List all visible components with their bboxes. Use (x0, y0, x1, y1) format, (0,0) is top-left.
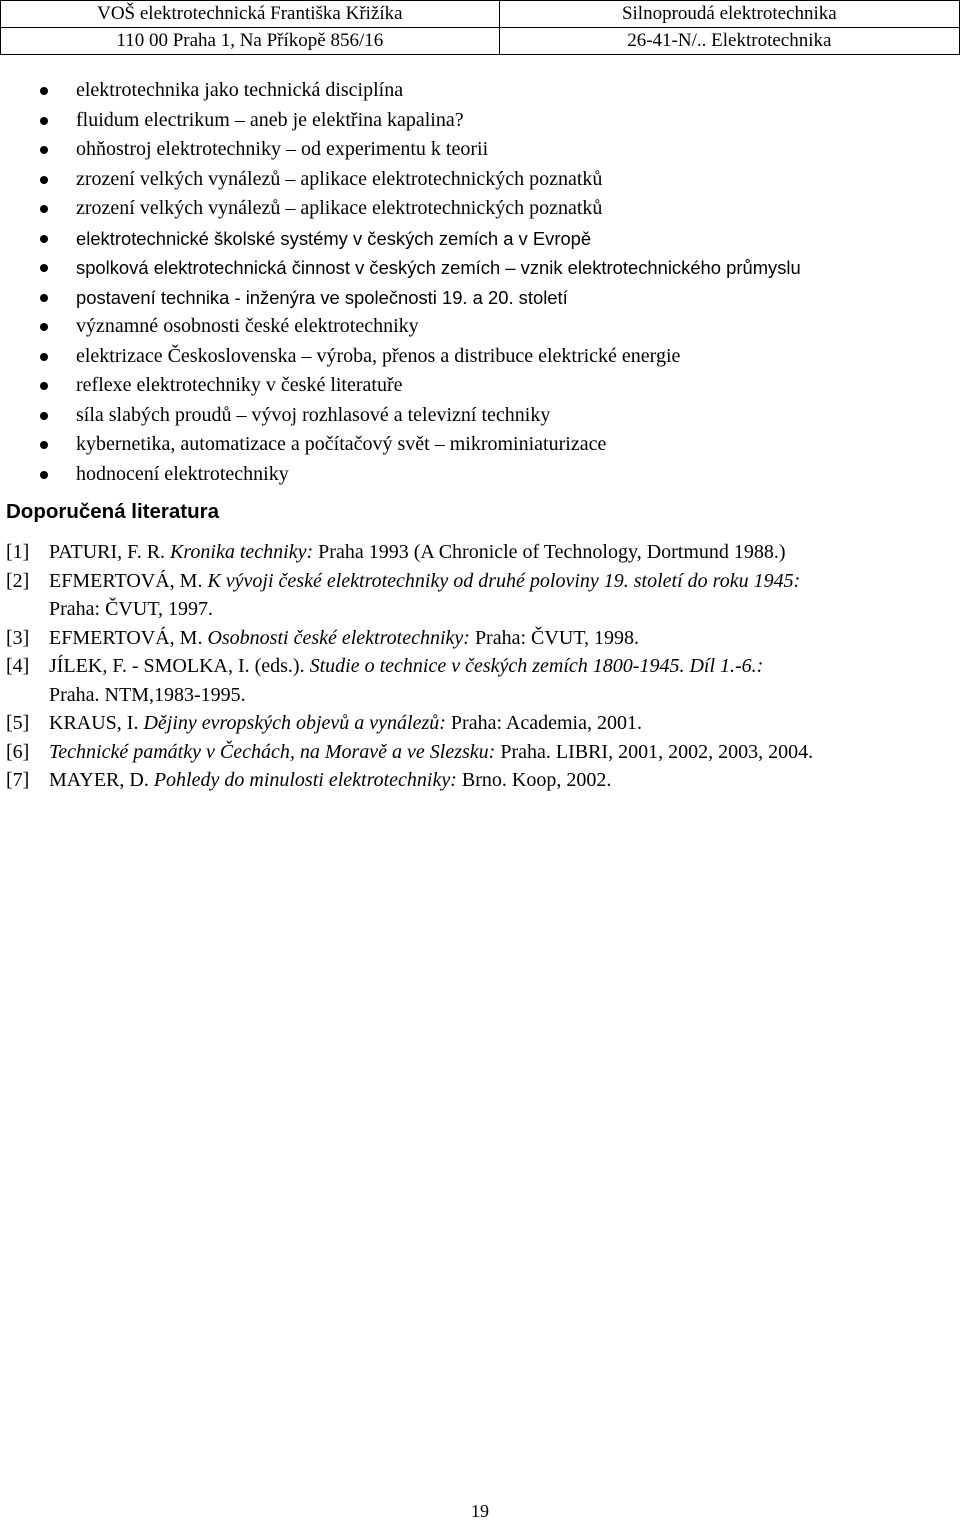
reference-publisher: Praha: ČVUT, 1997. (49, 598, 214, 620)
bullet-icon (40, 264, 48, 272)
reference-title: Pohledy do minulosti elektrotechniky: (153, 769, 457, 791)
reference-item: [1] PATURI, F. R. Kronika techniky: Praha 1993 (A Chronicle of Technology, Dortmund 1988.) (6, 541, 786, 563)
literature-heading: Doporučená literatura (6, 500, 220, 523)
bullet-icon (40, 294, 48, 302)
reference-title: Osobnosti české elektrotechniky: (207, 626, 470, 649)
page-number: 19 (471, 1501, 489, 1521)
list-item: významné osobnosti české elektrotechniky (0, 312, 960, 342)
list-item: zrození velkých vynálezů – aplikace elektrotechnických poznatků (0, 194, 960, 224)
reference-author: KRAUS, I. (49, 712, 139, 734)
bullet-icon (40, 235, 48, 243)
reference-title: K vývoji české elektrotechniky od druhé poloviny 19. století do roku 1945: (207, 569, 801, 592)
bullet-icon (40, 146, 48, 154)
bullet-icon (40, 117, 48, 125)
list-item: ohňostroj elektrotechniky – od experimentu k teorii (0, 135, 960, 165)
header-school-name: VOŠ elektrotechnická Františka Křižíka (1, 1, 500, 28)
reference-item: [2] EFMERTOVÁ, M. K vývoji české elektrotechniky od druhé poloviny 19. století do roku 1945: (6, 569, 801, 592)
reference-item-continuation (0, 595, 960, 624)
list-item: elektrotechnika jako technická disciplína (0, 76, 960, 106)
list-item: elektrizace Československa – výroba, přenos a distribuce elektrické energie (0, 342, 960, 372)
reference-title: Studie o technice v českých zemích 1800-1945. Díl 1.-6.: (309, 655, 764, 677)
reference-publisher: Praha 1993 (A Chronicle of Technology, Dortmund 1988.) (318, 541, 786, 563)
header-field-code: 26-41-N/.. Elektrotechnika (499, 28, 959, 55)
reference-item-continuation (0, 681, 960, 710)
bullet-icon (40, 323, 48, 331)
reference-publisher: Praha. NTM,1983-1995. (49, 683, 246, 706)
bullet-icon (40, 412, 48, 420)
list-item: elektrotechnické školské systémy v českých zemích a v Evropě (0, 224, 960, 254)
reference-author: EFMERTOVÁ, M. (49, 626, 203, 649)
reference-list (0, 538, 960, 795)
header-field-name: Silnoproudá elektrotechnika (499, 1, 959, 28)
reference-item: [4] JÍLEK, F. - SMOLKA, I. (eds.). Studie o technice v českých zemích 1800-1945. Díl 1.-6.: (6, 655, 764, 677)
reference-item: [5] KRAUS, I. Dějiny evropských objevů a vynálezů: Praha: Academia, 2001. (6, 712, 642, 734)
reference-publisher: Brno. Koop, 2002. (461, 769, 612, 791)
reference-author: MAYER, D. (49, 769, 149, 791)
reference-publisher: Praha. LIBRI, 2001, 2002, 2003, 2004. (500, 740, 814, 763)
reference-author: JÍLEK, F. - SMOLKA, I. (eds.). (49, 655, 305, 677)
reference-title: Technické památky v Čechách, na Moravě a ve Slezsku: (49, 740, 496, 763)
list-item: hodnocení elektrotechniky (0, 460, 960, 490)
reference-item: [7] MAYER, D. Pohledy do minulosti elektrotechniky: Brno. Koop, 2002. (6, 769, 612, 791)
bullet-icon (40, 205, 48, 213)
bullet-icon (40, 176, 48, 184)
bullet-icon (40, 382, 48, 390)
reference-title: Dějiny evropských objevů a vynálezů: (143, 712, 446, 734)
bullet-icon (40, 441, 48, 449)
reference-author: EFMERTOVÁ, M. (49, 569, 203, 592)
list-item: síla slabých proudů – vývoj rozhlasové a televizní techniky (0, 401, 960, 431)
reference-item: [6] Technické památky v Čechách, na Moravě a ve Slezsku: Praha. LIBRI, 2001, 2002, 2003, 2004. (6, 740, 814, 763)
list-item: reflexe elektrotechniky v české literatuře (0, 371, 960, 401)
header-address: 110 00 Praha 1, Na Příkopě 856/16 (1, 28, 500, 55)
reference-item: [3] EFMERTOVÁ, M. Osobnosti české elektrotechniky: Praha: ČVUT, 1998. (6, 626, 639, 649)
reference-title: Kronika techniky: (170, 541, 314, 563)
reference-publisher: Praha: ČVUT, 1998. (474, 626, 639, 649)
bullet-icon (40, 87, 48, 95)
list-item: postavení technika - inženýra ve společnosti 19. a 20. století (0, 283, 960, 313)
bullet-icon (40, 471, 48, 479)
list-item: spolková elektrotechnická činnost v českých zemích – vznik elektrotechnického průmyslu (0, 253, 960, 283)
reference-author: PATURI, F. R. (49, 541, 166, 563)
list-item: fluidum electrikum – aneb je elektřina kapalina? (0, 106, 960, 136)
list-item: kybernetika, automatizace a počítačový svět – mikrominiaturizace (0, 430, 960, 460)
page-header (0, 0, 960, 55)
bullet-icon (40, 353, 48, 361)
reference-publisher: Praha: Academia, 2001. (450, 712, 642, 734)
list-item: zrození velkých vynálezů – aplikace elektrotechnických poznatků (0, 165, 960, 195)
topic-list (0, 76, 960, 489)
